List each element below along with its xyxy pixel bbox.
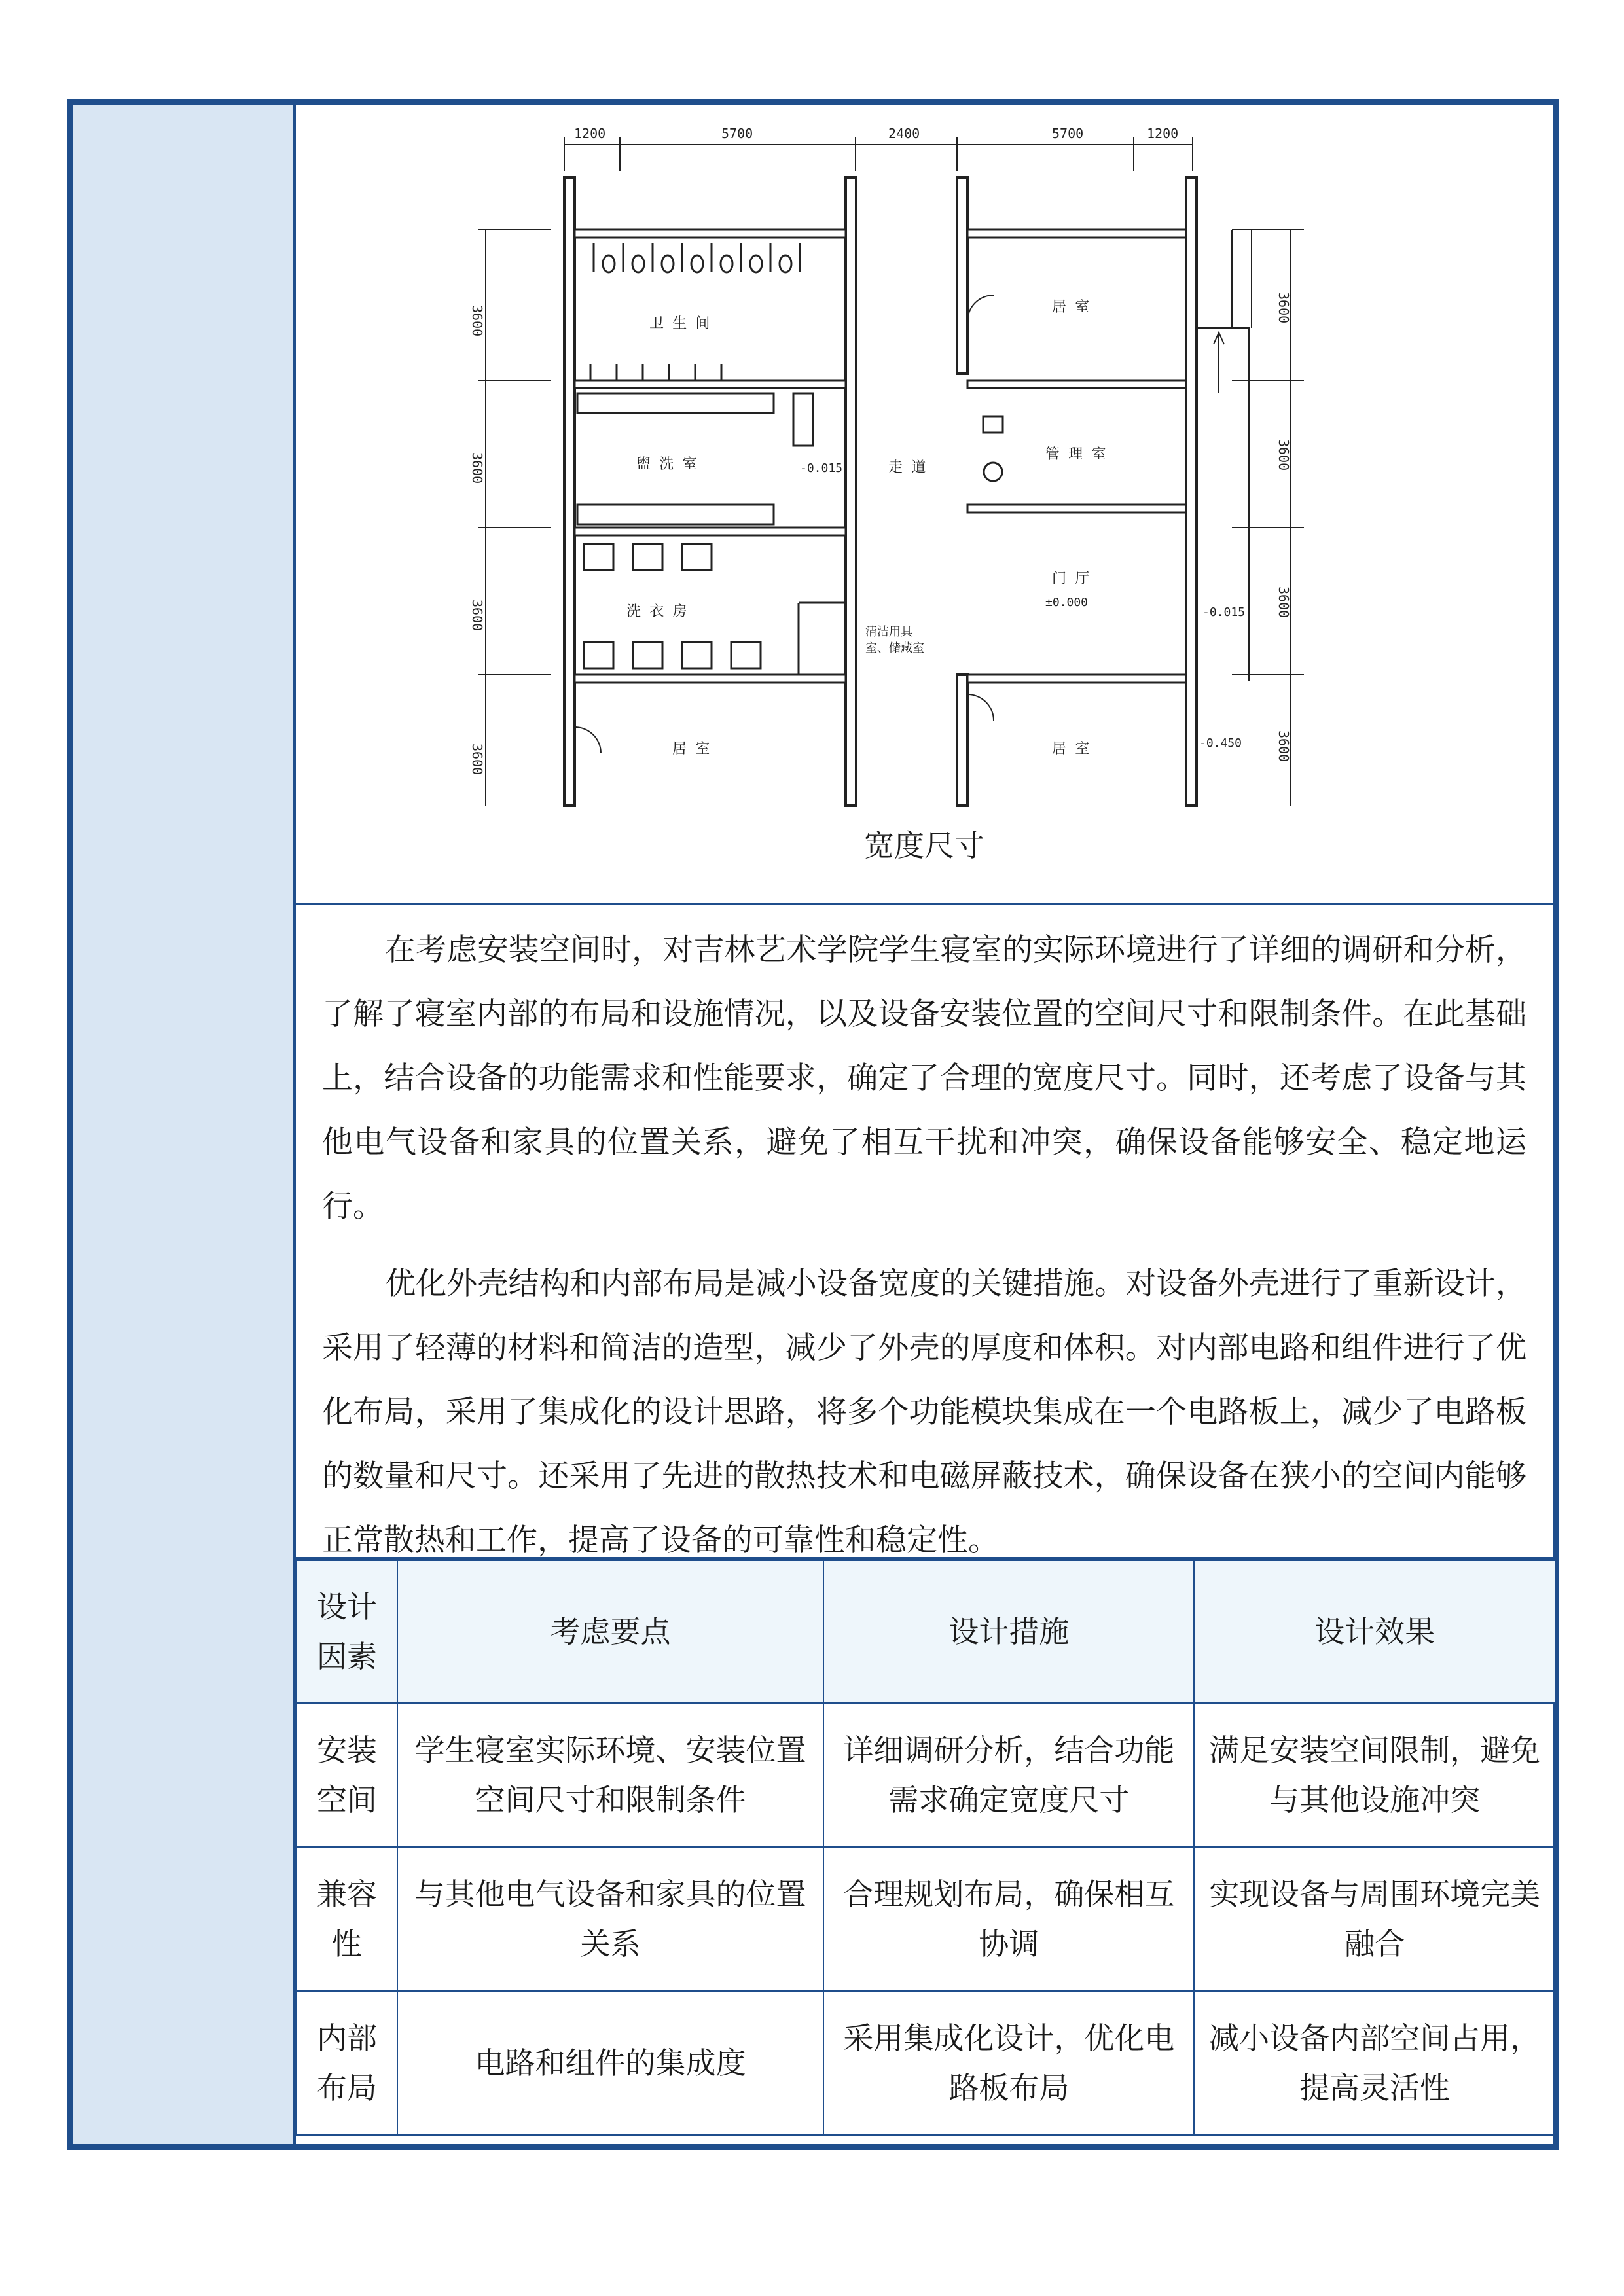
header-measures: 设计措施 (823, 1560, 1194, 1703)
table-row (297, 1703, 1555, 1847)
table-cell: 内部布局 (297, 1991, 397, 2135)
room-toilet: 卫 生 间 (649, 315, 710, 332)
room-corridor: 走 道 (888, 459, 926, 476)
elev-washroom: -0.015 (800, 461, 843, 475)
table-cell: 安装空间 (297, 1703, 397, 1847)
table-cell: 与其他电气设备和家具的位置关系 (397, 1847, 824, 1991)
header-factor: 设计因素 (297, 1560, 397, 1703)
floor-plan-figure (296, 105, 1553, 905)
paragraph-1: 在考虑安装空间时，对吉林艺术学院学生寝室的实际环境进行了详细的调研和分析，了解了寝室内部的布局和设施情况，以及设备安装位置的空间尺寸和限制条件。在此基础上，结合设备的功能需求和性能要求，确定了合理的宽度尺寸。同时，还考虑了设备与其他电气设备和家具的位置关系，避免了相互干扰和冲突，确保设备能够安全、稳定地运行。 (322, 932, 1526, 1225)
room-dorm-left: 居 室 (672, 741, 710, 757)
content-area (296, 105, 1553, 2144)
table-cell: 合理规划布局，确保相互协调 (823, 1847, 1194, 1991)
dim-top-3: 2400 (888, 126, 920, 141)
dim-top-5: 1200 (1147, 126, 1179, 141)
table-cell: 详细调研分析，结合功能需求确定宽度尺寸 (823, 1703, 1194, 1847)
room-storage-1: 清洁用具 (865, 625, 912, 639)
room-hall: 门 厅 (1052, 571, 1090, 587)
room-washroom: 盥 洗 室 (636, 456, 697, 473)
elev-entrance: -0.015 (1202, 605, 1246, 619)
room-dorm-right-top: 居 室 (1052, 299, 1090, 315)
floor-plan-drawing (460, 118, 1317, 812)
paragraph-2: 优化外壳结构和内部布局是减小设备宽度的关键措施。对设备外壳进行了重新设计，采用了轻薄的材料和简洁的造型，减少了外壳的厚度和体积。对内部电路和组件进行了优化布局，采用了集成化的设计思路，将多个功能模块集成在一个电路板上，减少了电路板的数量和尺寸。还采用了先进的散热技术和电磁屏蔽技术，确保设备在狭小的空间内能够正常散热和工作，提高了设备的可靠性和稳定性。 (322, 1266, 1526, 1558)
dim-side-r2: 3600 (1276, 439, 1291, 471)
document-frame (67, 99, 1559, 2150)
room-dorm-right-bottom: 居 室 (1052, 741, 1090, 757)
dim-side-3: 3600 (469, 600, 485, 632)
dim-side-r4: 3600 (1276, 730, 1291, 762)
table-cell: 实现设备与周围环境完美融合 (1194, 1847, 1555, 1991)
dim-top-4: 5700 (1052, 126, 1084, 141)
header-points: 考虑要点 (397, 1560, 824, 1703)
elev-hall: ±0.000 (1045, 596, 1089, 609)
dim-top-1: 1200 (574, 126, 606, 141)
dim-side-4: 3600 (469, 744, 485, 776)
table-cell: 减小设备内部空间占用，提高灵活性 (1194, 1991, 1555, 2135)
table-cell: 采用集成化设计，优化电路板布局 (823, 1991, 1194, 2135)
table-header-row (297, 1560, 1555, 1703)
dim-side-r3: 3600 (1276, 586, 1291, 619)
table-cell: 满足安装空间限制，避免与其他设施冲突 (1194, 1703, 1555, 1847)
room-storage-2: 室、储藏室 (865, 641, 924, 655)
dim-side-2: 3600 (469, 452, 485, 484)
room-manager: 管 理 室 (1045, 446, 1106, 463)
figure-caption: 宽度尺寸 (864, 828, 984, 863)
body-text (296, 905, 1553, 1560)
dim-side-r1: 3600 (1276, 292, 1291, 324)
table-cell: 学生寝室实际环境、安装位置空间尺寸和限制条件 (397, 1703, 824, 1847)
table-cell: 兼容性 (297, 1847, 397, 1991)
header-effects: 设计效果 (1194, 1560, 1555, 1703)
room-laundry: 洗 衣 房 (626, 603, 687, 620)
left-label-column (73, 105, 296, 2144)
dim-top-2: 5700 (721, 126, 753, 141)
table-cell: 电路和组件的集成度 (397, 1991, 824, 2135)
table-row (297, 1847, 1555, 1991)
dim-side-1: 3600 (469, 305, 485, 337)
table-row (297, 1991, 1555, 2135)
design-table (296, 1560, 1556, 2136)
elev-outside: -0.450 (1199, 736, 1242, 750)
